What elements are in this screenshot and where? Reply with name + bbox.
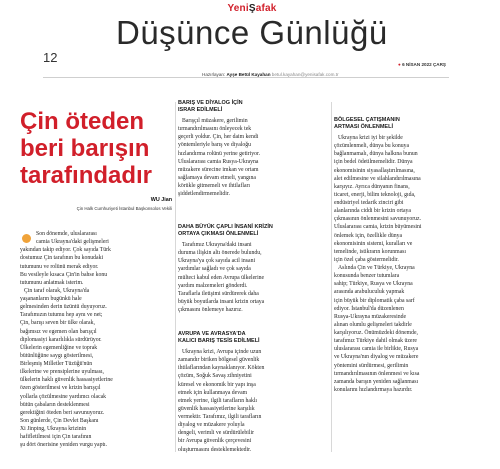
text-line: Xi Jinping, Ukrayna krizinin bbox=[20, 426, 87, 432]
text-line: bütünlüğüne saygı gösterilmesi, bbox=[20, 352, 94, 359]
text-line: konularını hızlandırmaya hazırdır. bbox=[334, 386, 413, 393]
subheading-line: BÖLGESEL ÇATIŞMANIN bbox=[334, 117, 400, 123]
text-line: sağlamaya devam etmeli, yangına bbox=[178, 174, 256, 181]
headline-line: beri barışın bbox=[20, 135, 150, 162]
column-divider bbox=[331, 102, 332, 452]
text-line: Tarafımızın tutumu hep aynı ve net; bbox=[20, 312, 103, 319]
text-line: Barışçıl müzakere, gerilimin bbox=[182, 118, 248, 124]
text-line: Birleşmiş Milletler Tüzüğü'nün bbox=[20, 361, 93, 367]
text-line: alet edilmesine ve silahlandırılmasına bbox=[334, 175, 421, 182]
text-line: ve Ukrayna'nın diyalog ve müzakere bbox=[334, 354, 419, 361]
logo-text: Yeni bbox=[227, 3, 249, 14]
text-line: tutumunu anlatmak isterim. bbox=[20, 279, 84, 286]
text-line: şu dört önerisine yeniden vurgu yaptı. bbox=[20, 442, 108, 449]
text-line: şiddetlendirmemelidir. bbox=[178, 191, 230, 198]
text-line: küresel ve ekonomik bir yapı inşa bbox=[178, 381, 256, 388]
subheading-line: ISRAR EDİLMELİ bbox=[178, 107, 223, 114]
text-line: alanlarında ciddi bir krizin ortaya bbox=[334, 208, 411, 215]
text-line: ekonomisinin siyasallaştırılmasına, bbox=[334, 167, 415, 174]
page-number: 12 bbox=[43, 50, 58, 65]
issue-date-text: 6 NİSAN 2022 ÇARŞ bbox=[402, 62, 446, 67]
author-name: WU Jian bbox=[150, 197, 172, 203]
text-line: yaşananların bugünkü hale bbox=[20, 296, 82, 302]
text-line: güvenlik hassasiyetlerine karşılık bbox=[178, 405, 255, 412]
text-line: temelinde, istikrarın korunması bbox=[334, 248, 407, 255]
text-line: önlemek için, özellikle dünya bbox=[334, 232, 403, 239]
text-line: yöntemini sürdürmesi, gerilimin bbox=[334, 362, 409, 369]
section-title: Düşünce Günlüğü bbox=[116, 14, 388, 51]
text-line: Taraflarla iletişimi sürdürerek daha bbox=[178, 290, 259, 297]
issue-date: ● 6 NİSAN 2022 ÇARŞ bbox=[398, 62, 446, 67]
text-line: ekonomisinin sistemi, kuralları ve bbox=[334, 240, 413, 247]
author-title: Çin Halk Cumhuriyeti İstanbul Başkonsolos Vekili bbox=[76, 206, 172, 211]
text-line: duruma ilişkin altı önerede bulundu, bbox=[178, 250, 262, 257]
text-line: Son günlerde, Çin Devlet Başkanı bbox=[20, 417, 99, 424]
text-line: için bedel ödetilmemelidir. Dünya bbox=[334, 159, 413, 166]
prepared-by bbox=[198, 72, 343, 77]
header-divider bbox=[43, 77, 449, 78]
text-line: tutumunu ve rolünü merak ediyor. bbox=[20, 263, 99, 270]
text-line: bütün çabaların desteklenmesi bbox=[20, 401, 90, 408]
text-line: Uluslararası camia Rusya-Ukrayna bbox=[178, 158, 259, 165]
text-line: endüstriyel tedarik zinciri gibi bbox=[334, 200, 404, 206]
article-column-2a bbox=[178, 117, 260, 198]
text-line: çözümlenmeli, dünya bu konuya bbox=[334, 143, 410, 150]
subheading-europe-peace bbox=[178, 331, 260, 345]
text-line: oluşturmasını desteklemektedir. bbox=[178, 446, 252, 453]
text-line: ilkelerine ve prensiplerine uyulması, bbox=[20, 369, 104, 376]
text-line: ediyor. İstanbul'da düzenlenen bbox=[334, 305, 404, 312]
text-line: özen gösterilmesi ve krizin barışçıl bbox=[20, 385, 101, 392]
text-line: karşılıyoruz. Önümüzdeki dönemde, bbox=[334, 330, 418, 336]
newspaper-logo bbox=[212, 3, 292, 14]
text-line: Ukrayna krizi iyi bir şekilde bbox=[338, 135, 403, 141]
text-line: sahip; Türkiye, Rusya ve Ukrayna bbox=[334, 281, 413, 288]
text-line: diplomasiyi kararlılıkla sürdürüyor. bbox=[20, 336, 102, 343]
subheading-regional-conflict bbox=[334, 117, 400, 131]
text-line: için büyük bir diplomatik çaba sarf bbox=[334, 297, 415, 304]
text-line: geçerli yoldur. Çin, her daim kendi bbox=[178, 134, 259, 141]
prepared-contact: betul.kayahan@yenisafak.com.tr bbox=[271, 72, 339, 77]
logo-text: afak bbox=[255, 3, 277, 14]
text-line: Uluslararası camia, krizin büyümesini bbox=[334, 224, 422, 231]
text-line: çözüm, Soğuk Savaş zihniyetini bbox=[178, 373, 252, 380]
article-column-2b bbox=[178, 241, 264, 314]
text-line: tırmandırılmasını önleyecek tek bbox=[178, 126, 252, 133]
text-line: zamandır biriken bölgesel güvenlik bbox=[178, 357, 260, 364]
headline-line: Çin öteden bbox=[20, 108, 144, 135]
text-line: ticaret, enerji, bilim teknoloji, gıda, bbox=[334, 191, 416, 198]
subheading-line: KALICI BARIŞ TESİS EDİLMELİ bbox=[178, 338, 260, 345]
text-line: bağlanmamalı, dünya halkına bunun bbox=[334, 151, 418, 158]
subheading-line: DAHA BÜYÜK ÇAPLI İNSANİ KRİZİN bbox=[178, 224, 273, 230]
text-line: yakından takip ediyor. Çok sayıda Türk bbox=[20, 247, 111, 254]
column-divider bbox=[175, 102, 176, 452]
text-line: etmek yerine, ilgili tarafların haklı bbox=[178, 397, 258, 404]
text-line: müzakere sürecine imkan ve ortam bbox=[178, 166, 259, 173]
text-line: dostumuz Çin tarafının bu konudaki bbox=[20, 255, 104, 262]
text-line: tarafımız Türkiye dahil olmak üzere bbox=[334, 338, 417, 345]
article-column-3 bbox=[334, 134, 422, 394]
text-line: mülteci kabul eden Avrupa ülkelerine bbox=[178, 274, 265, 281]
subheading-humanitarian bbox=[178, 224, 273, 238]
text-line: uluslararası camia ile birlikte, Rusya bbox=[334, 346, 419, 353]
subheading-line: BARIŞ VE DİYALOG İÇİN bbox=[178, 100, 243, 106]
text-line: Ülkelerin egemenliğine ve toprak bbox=[20, 344, 98, 351]
text-line: çıkmasını önlemeye hazırız. bbox=[178, 307, 243, 313]
article-column-2c bbox=[178, 348, 264, 454]
text-line: Rusya-Ukrayna müzakeresinde bbox=[334, 313, 407, 320]
prepared-label: Hazırlayan: bbox=[202, 72, 226, 77]
text-line: hafifletilmesi için Çin tarafının bbox=[20, 434, 92, 441]
text-line: Aslında Çin ve Türkiye, Ukrayna bbox=[338, 265, 415, 271]
subheading-line: ARTMASI ÖNLENMELİ bbox=[334, 124, 393, 131]
text-line: gerektiğini öteden beri savunuyoruz. bbox=[20, 409, 105, 416]
text-line: Tarafımız Ukrayna'daki insani bbox=[182, 242, 252, 248]
text-line: körükle gitmemeli ve ihtilafları bbox=[178, 183, 251, 189]
text-line: yardımlar sağladı ve çok sayıda bbox=[178, 266, 251, 273]
text-line: etmek için kullanmaya devam bbox=[178, 389, 248, 396]
text-line: Ukrayna'ya çok sayıda acil insani bbox=[178, 258, 256, 265]
text-line: Çin, barışı seven bir ülke olarak, bbox=[20, 320, 95, 327]
text-line: hızlandırma rolünü yerine getiriyor. bbox=[178, 150, 261, 157]
text-line: ihtilaflarından kaynaklanıyor. Kökten bbox=[178, 365, 265, 372]
text-line: için özel çaba göstermelidir. bbox=[334, 256, 399, 263]
subheading-line: AVRUPA VE AVRASYA'DA bbox=[178, 331, 246, 337]
headline-line: tarafındadır bbox=[20, 162, 153, 189]
text-line: camia Ukrayna'daki gelişmeleri bbox=[36, 239, 109, 246]
article-column-1 bbox=[20, 230, 174, 449]
text-line: bağımsız ve egemen olan barışçıl bbox=[20, 328, 97, 335]
text-line: gelmesinden derin üzüntü duyuyoruz. bbox=[20, 304, 107, 311]
text-line: dengeli, verimli ve sürdürülebilir bbox=[178, 430, 255, 437]
logo-text: Ş bbox=[248, 3, 256, 14]
text-line: vermektir. Tarafımız, ilgili tarafların bbox=[178, 414, 262, 420]
text-line: Son dönemde, uluslararası bbox=[36, 231, 97, 237]
text-line: Ukrayna krizi, Avrupa içinde uzun bbox=[182, 349, 262, 355]
subheading-dialogue bbox=[178, 100, 243, 114]
text-line: alınan olumlu gelişmeleri takdirle bbox=[334, 321, 412, 328]
prepared-name: Ayşe Betül Kayahan bbox=[226, 72, 271, 77]
text-line: tırmandırılmasının önlenmesi ve kısa bbox=[334, 370, 420, 377]
subheading-line: ORTAYA ÇIKMASI ÖNLENMELİ bbox=[178, 231, 259, 238]
text-line: büyük boyutlarda insani krizin ortaya bbox=[178, 298, 265, 305]
text-line: Bu vesileyle kısaca Çin'in bahse konu bbox=[20, 271, 108, 278]
text-line: Çin taraf olarak, Ukrayna'da bbox=[24, 287, 90, 294]
text-line: karşıyız. Ayrıca dünyanın finans, bbox=[334, 183, 410, 190]
text-line: konusunda benzer tutumlara bbox=[334, 273, 400, 280]
article-headline bbox=[20, 108, 170, 189]
text-line: diyalog ve müzakere yoluyla bbox=[178, 422, 245, 429]
text-line: yardım malzemeleri gönderdi. bbox=[178, 282, 248, 289]
text-line: arasında arabuluculuk yapmak bbox=[334, 289, 405, 296]
text-line: ülkelerin haklı güvenlik hassasiyetlerine bbox=[20, 377, 113, 384]
text-line: çıkmasının önlenmesini savunuyoruz. bbox=[334, 216, 422, 223]
text-line: yöntemleriyle barış ve diyaloğu bbox=[178, 142, 251, 149]
text-line: yollarla çözülmesine yardımcı olacak bbox=[20, 393, 107, 400]
text-line: zamanda barışın yeniden sağlanması bbox=[334, 378, 419, 385]
text-line: bir Avrupa güvenlik çerçevesini bbox=[178, 438, 252, 445]
